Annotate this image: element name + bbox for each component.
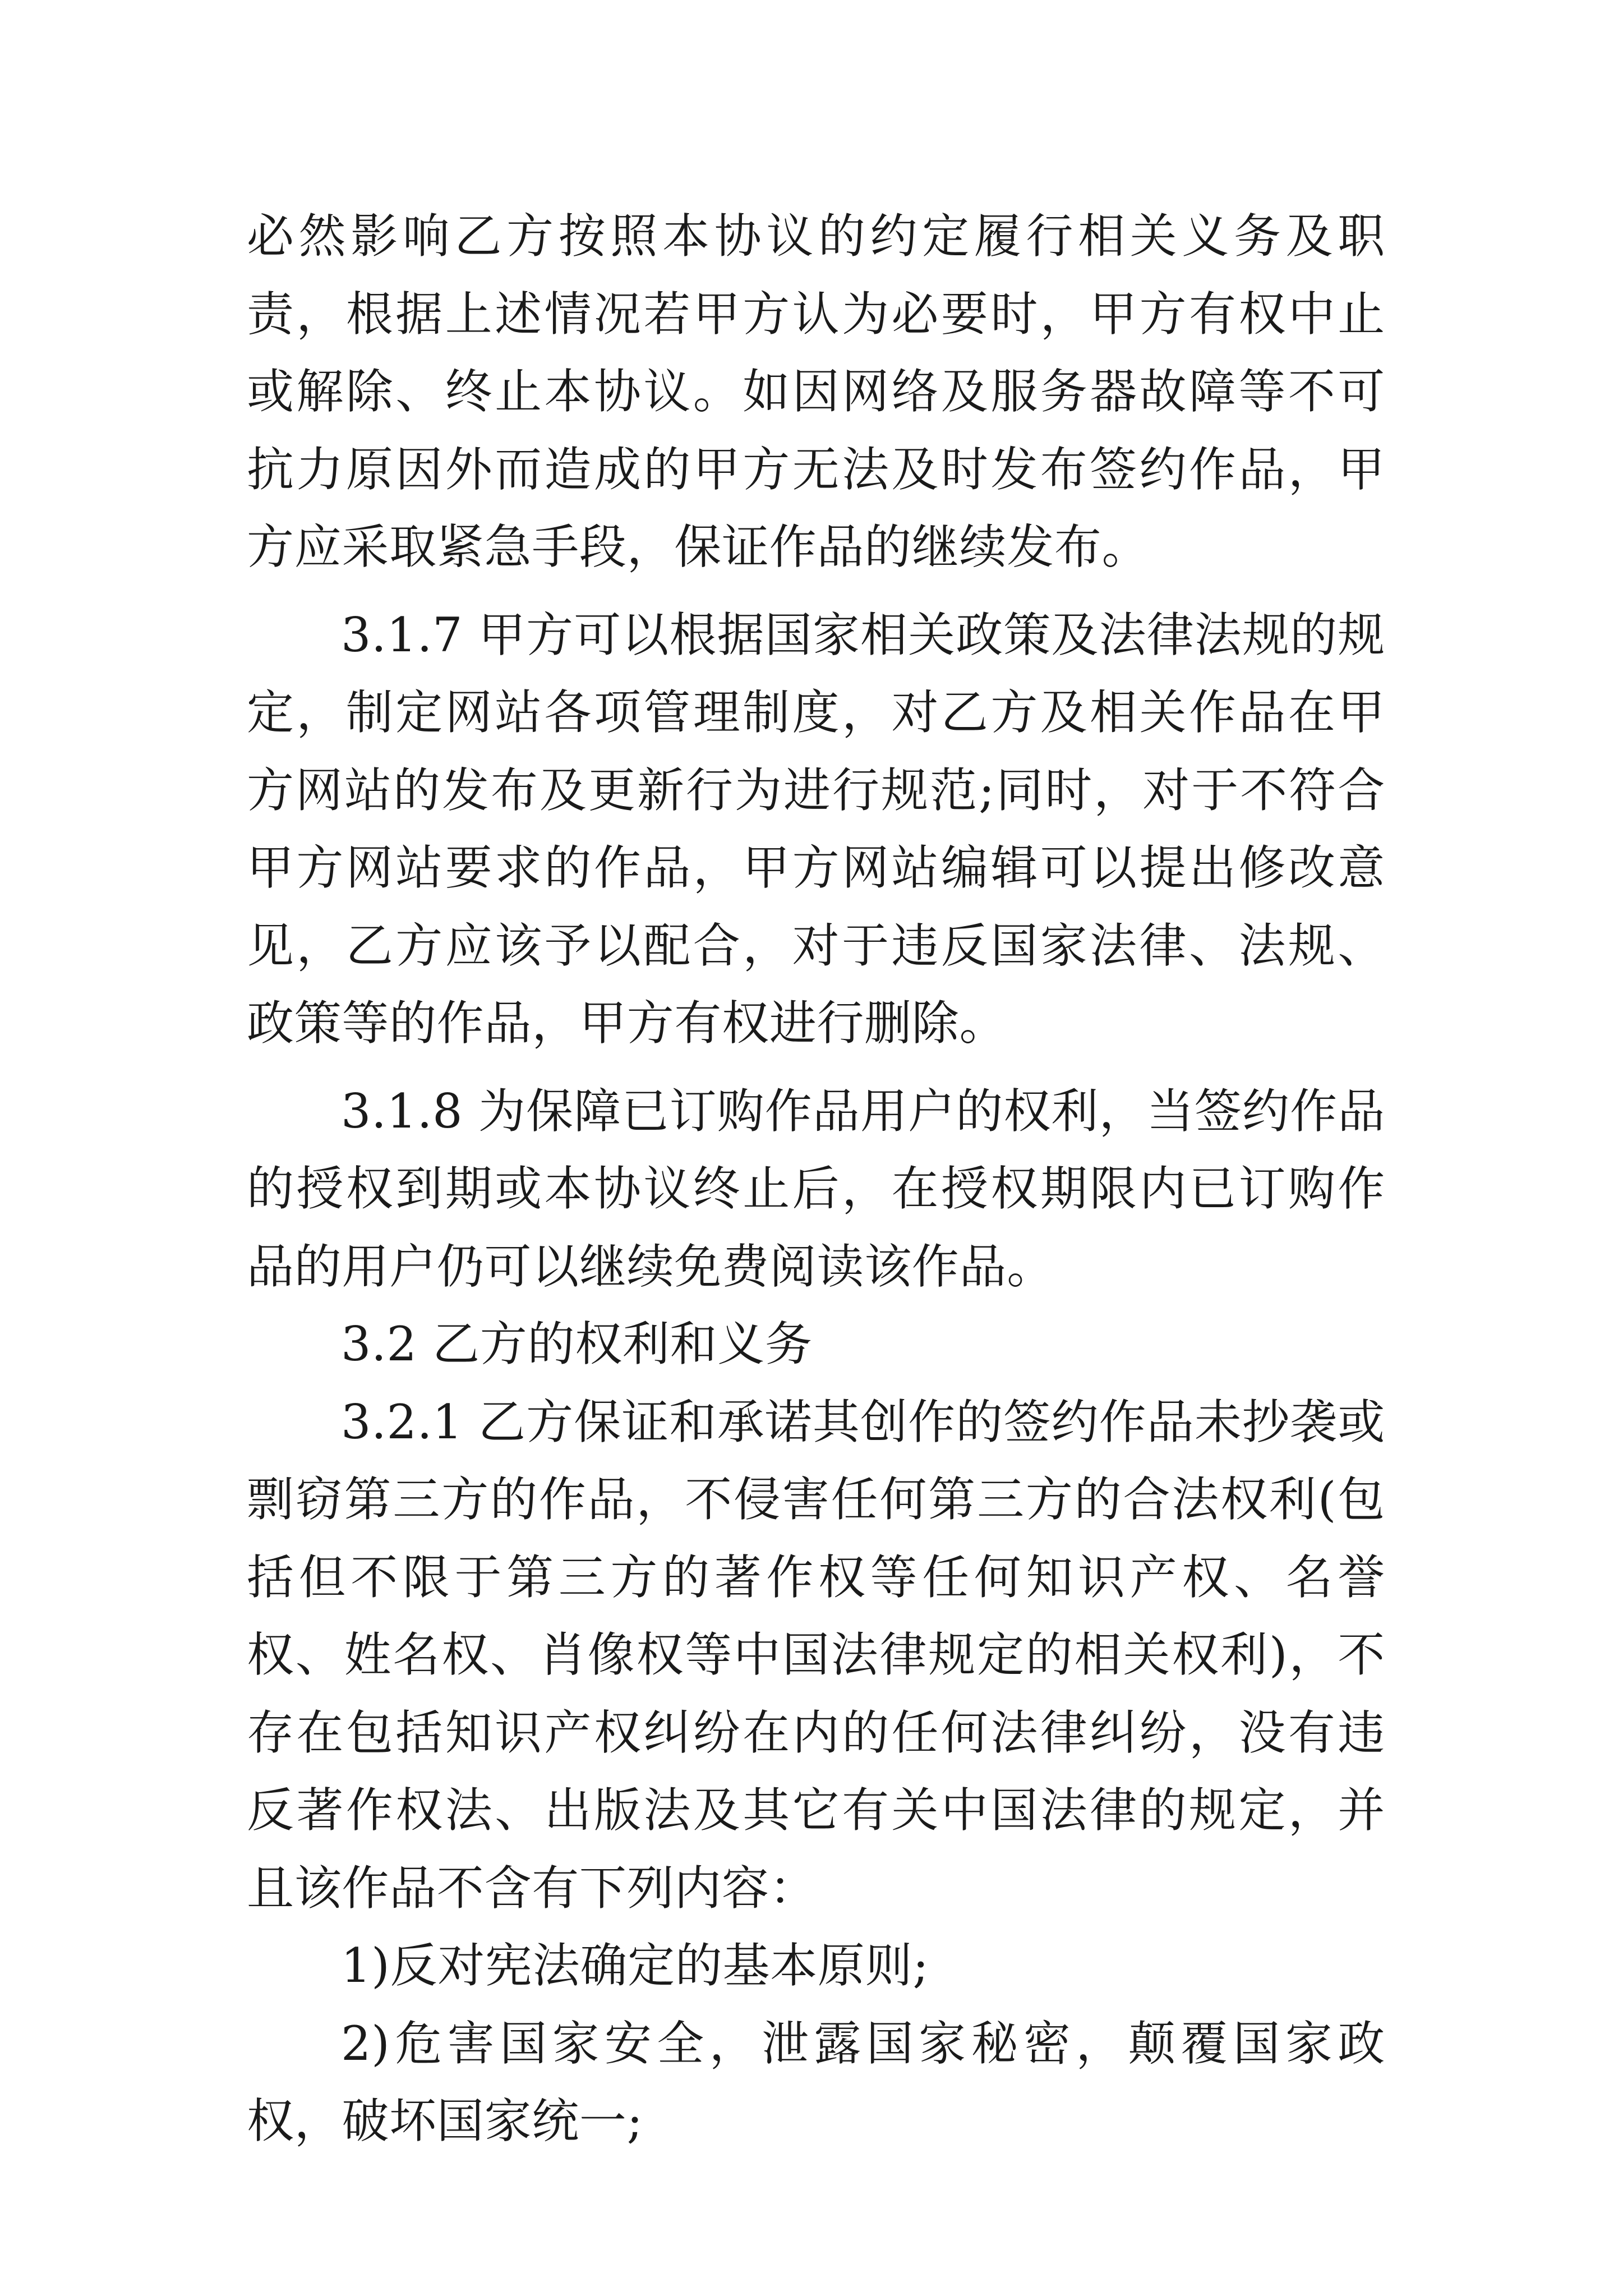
document-body [247, 197, 1385, 2160]
paragraph-3-1-8: 3.1.8 为保障已订购作品用户的权利，当签约作品的授权到期或本协议终止后，在授权期限内已订购作品的用户仍可以继续免费阅读该作品。 [247, 1083, 1385, 1294]
paragraph-3-2-1: 3.2.1 乙方保证和承诺其创作的签约作品未抄袭或剽窃第三方的作品，不侵害任何第三方的合法权利(包括但不限于第三方的著作权等任何知识产权、名誉权、姓名权、肖像权等中国法律规定的相关权利)，不存在包括知识产权纠纷在内的任何法律纠纷，没有违反著作权法、出版法及其它有关中国法律的规定，并且该作品不含有下列内容： [247, 1394, 1385, 1916]
list-item-1: 1)反对宪法确定的基本原则; [341, 1938, 929, 1993]
paragraph-continuation: 必然影响乙方按照本协议的约定履行相关义务及职责，根据上述情况若甲方认为必要时，甲方有权中止或解除、终止本协议。如因网络及服务器故障等不可抗力原因外而造成的甲方无法及时发布签约作品，甲方应采取紧急手段，保证作品的继续发布。 [247, 209, 1385, 574]
paragraph-3-1-7: 3.1.7 甲方可以根据国家相关政策及法律法规的规定，制定网站各项管理制度，对乙方及相关作品在甲方网站的发布及更新行为进行规范;同时，对于不符合甲方网站要求的作品，甲方网站编辑可以提出修改意见，乙方应该予以配合，对于违反国家法律、法规、政策等的作品，甲方有权进行删除。 [247, 607, 1385, 1051]
section-heading-3-2: 3.2 乙方的权利和义务 [341, 1317, 813, 1372]
list-item-2: 2)危害国家安全，泄露国家秘密，颠覆国家政权，破坏国家统一; [247, 2016, 1385, 2148]
